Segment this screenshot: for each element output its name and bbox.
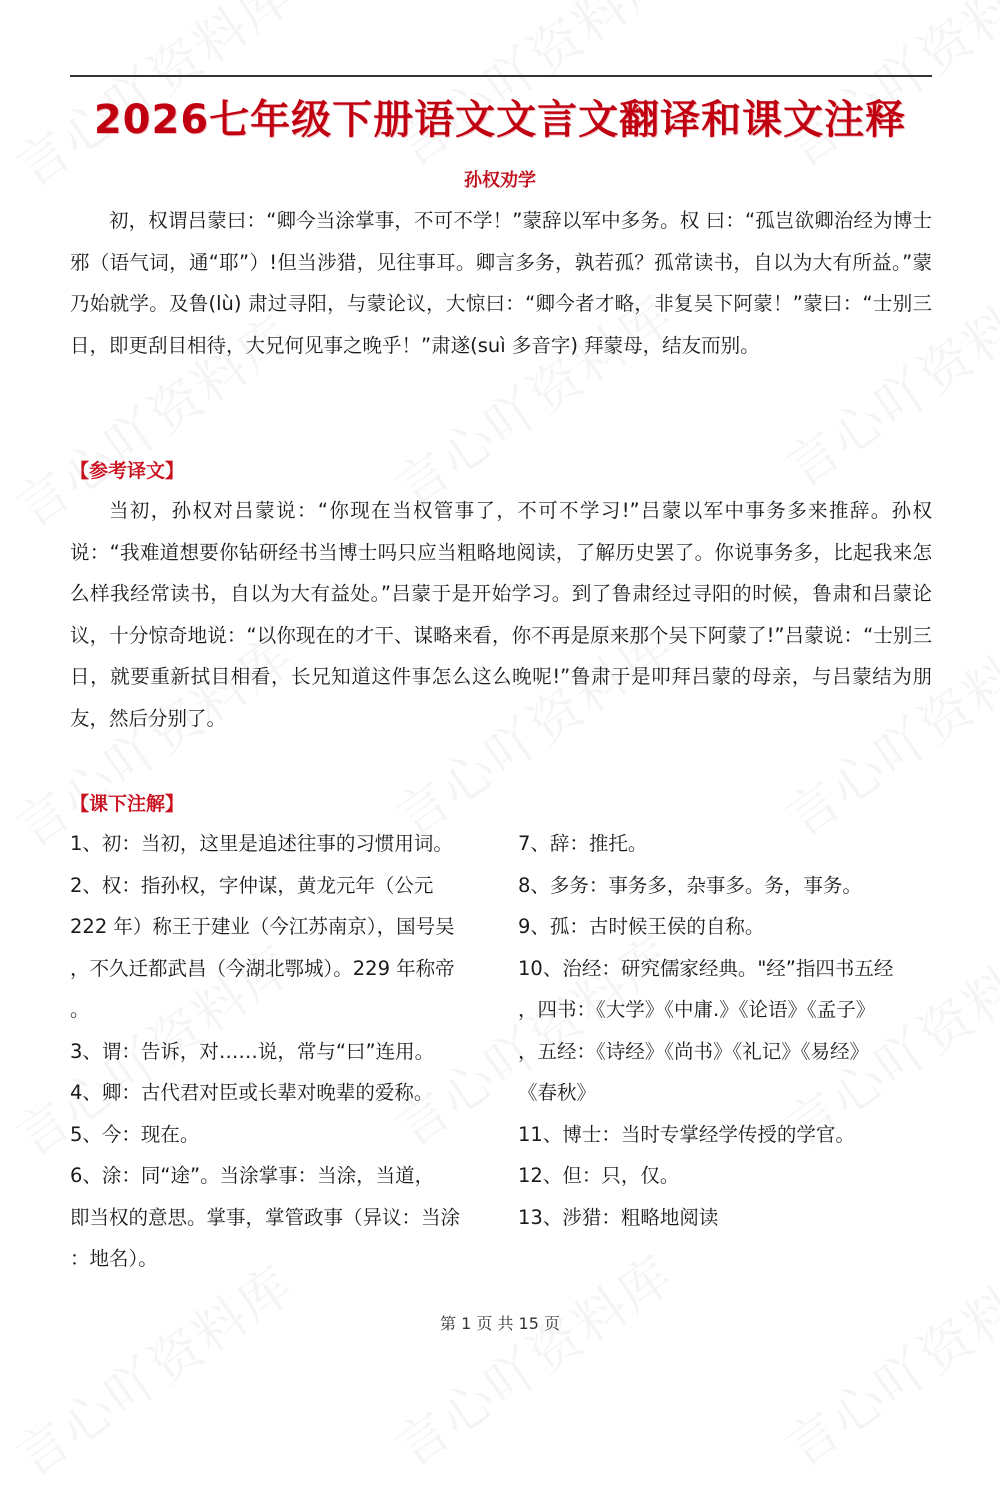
note-line: 5、今：现在。 (70, 1122, 200, 1146)
note-line: 7、辞：推托。 (518, 832, 648, 855)
notes-right-column (518, 823, 938, 1238)
note-line: 8、多务：事务多，杂事多。务，事务。 (518, 873, 862, 897)
note-line: 《春秋》 (518, 1081, 597, 1104)
note-line: 9、孤：古时候王侯的自称。 (518, 915, 765, 938)
lesson-title: 孙权劝学 (464, 170, 536, 191)
note-line: 即当权的意思。掌事，掌管政事（异议：当涂 (70, 1205, 461, 1229)
document-title: 2026七年级下册语文文言文翻译和课文注释 (93, 97, 907, 143)
note-line: 。 (70, 998, 90, 1021)
page-number-footer: 第 1 页 共 15 页 (440, 1314, 560, 1333)
note-line: 6、涂：同“途”。当涂掌事：当涂，当道， (70, 1164, 435, 1187)
notes-left-column (70, 823, 490, 1280)
note-line: 4、卿：古代君对臣或长辈对晚辈的爱称。 (70, 1081, 434, 1104)
header-rule (70, 75, 932, 77)
note-line: 11、博士：当时专掌经学传授的学官。 (518, 1122, 855, 1146)
original-text-paragraph: 初，权谓吕蒙曰：“卿今当涂掌事，不可不学！”蒙辞以军中多务。权 曰：“孤岂欲卿治经为博士邪（语气词，通“耶”）!但当涉猎，见往事耳。卿言多务，孰若孤？孤常读书，自以为大有所益。”蒙乃始就学。及鲁(lù) 肃过寻阳，与蒙论议，大惊曰：“卿今者才略，非复吴下阿蒙！”蒙曰：“士别三日，即更刮目相待，大兄何见事之晚乎！”肃遂(suì 多音字) 拜蒙母，结友而别。 (70, 209, 932, 357)
note-line: ，四书：《大学》《中庸.》《论语》《孟子》 (518, 998, 876, 1021)
note-line: 12、但：只，仅。 (518, 1164, 680, 1187)
note-line: 222 年）称王于建业（今江苏南京），国号吴 (70, 915, 455, 938)
note-line: 3、谓：告诉，对……说，常与“曰”连用。 (70, 1039, 435, 1063)
note-line: 1、初：当初，这里是追述往事的习惯用词。 (70, 832, 453, 855)
note-line: ：地名）。 (70, 1247, 158, 1270)
note-line: ，五经：《诗经》《尚书》《礼记》《易经》 (518, 1039, 870, 1063)
note-line: 13、涉猎：粗略地阅读 (518, 1205, 719, 1229)
translation-heading: 【参考译文】 (70, 460, 185, 482)
translation-paragraph: 当初，孙权对吕蒙说：“你现在当权管事了，不可不学习!”吕蒙以军中事务多来推辞。孙权说：“我难道想要你钻研经书当博士吗只应当粗略地阅读，了解历史罢了。你说事务多，比起我来怎么样我经常读书，自以为大有益处。”吕蒙于是开始学习。到了鲁肃经过寻阳的时候，鲁肃和吕蒙论议，十分惊奇地说：“以你现在的才干、谋略来看，你不再是原来那个吴下阿蒙了!”吕蒙说：“士别三日，就要重新拭目相看，长兄知道这件事怎么这么晚呢!”鲁肃于是叩拜吕蒙的母亲，与吕蒙结为朋友，然后分别了。 (70, 499, 932, 730)
notes-heading: 【课下注解】 (70, 793, 185, 815)
note-line: ，不久迁都武昌（今湖北鄂城）。229 年称帝 (70, 956, 455, 980)
note-line: 2、权：指孙权，字仲谋，黄龙元年（公元 (70, 873, 434, 897)
note-line: 10、治经：研究儒家经典。"经”指四书五经 (518, 956, 894, 980)
